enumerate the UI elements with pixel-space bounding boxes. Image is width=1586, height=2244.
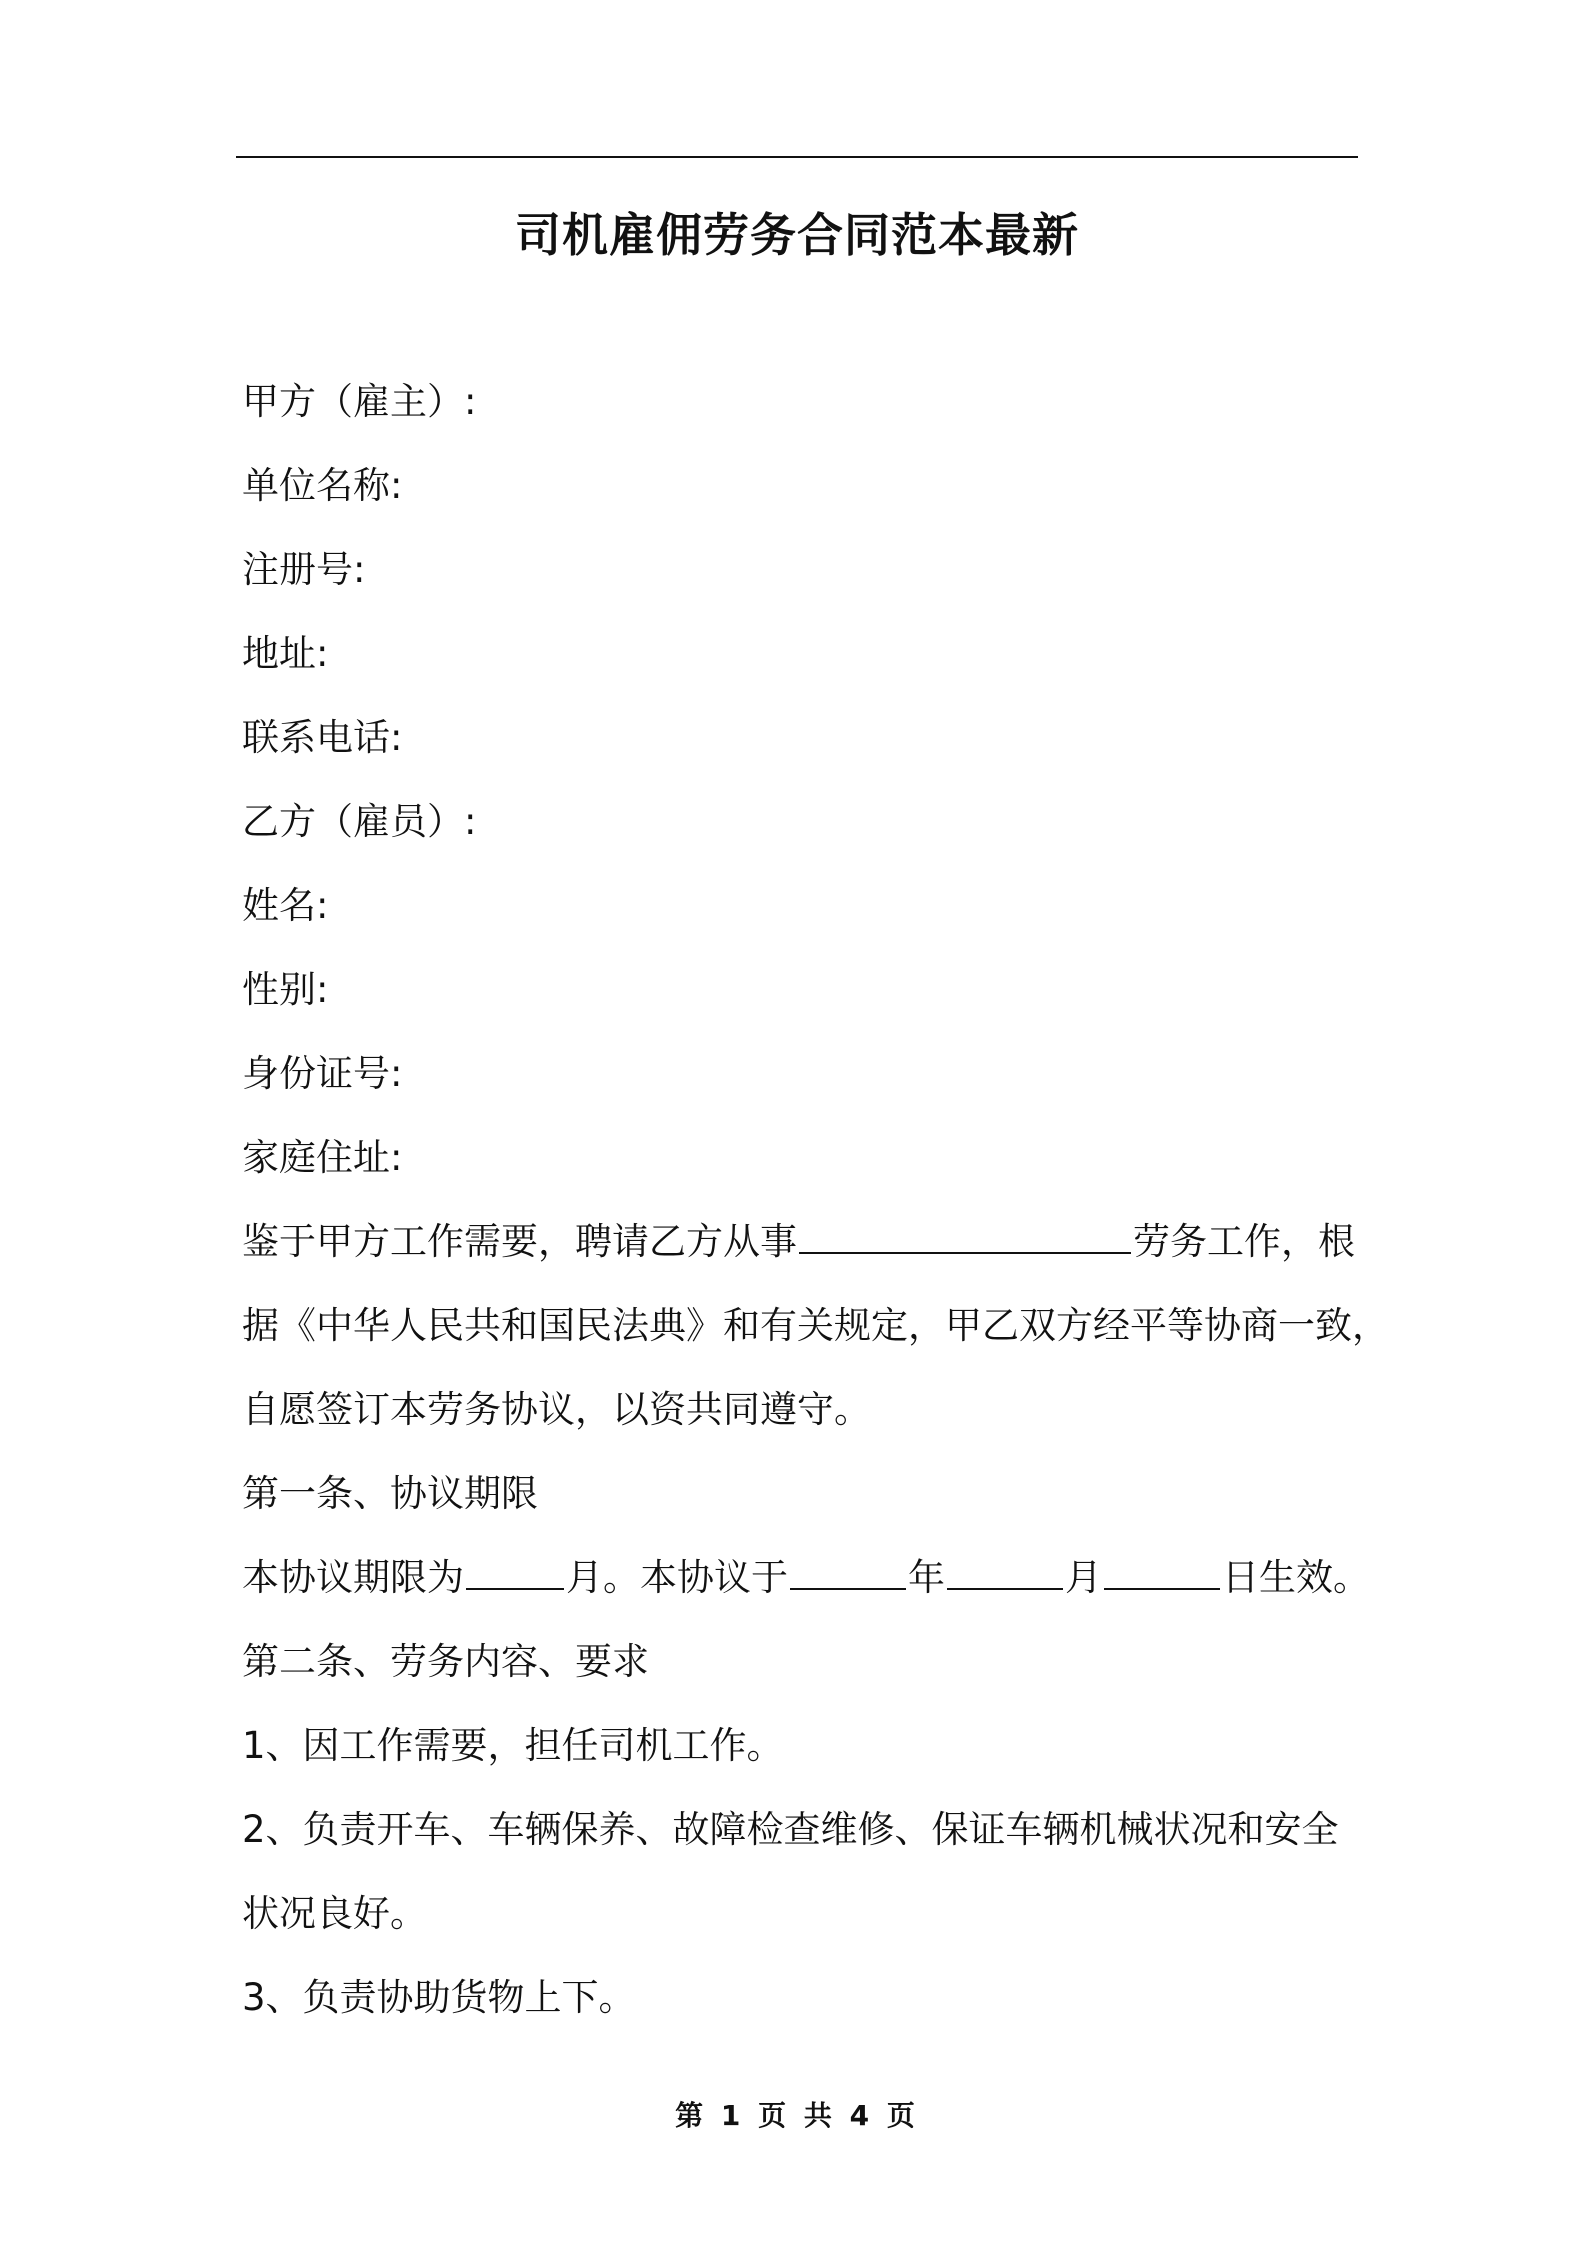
header-rule: [236, 156, 1358, 158]
field-gender: 性别:: [242, 968, 329, 1011]
term-text-4: 月: [1065, 1556, 1102, 1599]
term-text-5: 日生效。: [1222, 1556, 1370, 1599]
preamble-text-1: 鉴于甲方工作需要，聘请乙方从事: [242, 1220, 797, 1263]
article-1-text: [242, 1536, 1370, 1620]
article-2-heading: 第二条、劳务内容、要求: [242, 1640, 649, 1683]
page-footer: 第 1 页 共 4 页: [675, 2099, 919, 2132]
article-2-item-2-line-1: 2、负责开车、车辆保养、故障检查维修、保证车辆机械状况和安全: [242, 1808, 1339, 1851]
term-text-2: 月。本协议于: [566, 1556, 788, 1599]
preamble-line-2: 据《中华人民共和国民法典》和有关规定，甲乙双方经平等协商一致，: [242, 1304, 1389, 1347]
document-title: 司机雇佣劳务合同范本最新: [515, 208, 1079, 262]
term-text-3: 年: [908, 1556, 945, 1599]
article-2-item-1: 1、因工作需要，担任司机工作。: [242, 1724, 784, 1767]
field-phone: 联系电话:: [242, 716, 403, 759]
preamble-text-2: 劳务工作，根: [1133, 1220, 1355, 1263]
field-registration-number: 注册号:: [242, 548, 366, 591]
effective-day-blank: [1104, 1544, 1220, 1590]
article-1-heading: 第一条、协议期限: [242, 1472, 538, 1515]
effective-year-blank: [790, 1544, 906, 1590]
field-party-a: 甲方（雇主）:: [242, 380, 477, 423]
field-party-b: 乙方（雇员）:: [242, 800, 477, 843]
preamble-line-1: [242, 1200, 1358, 1284]
field-name: 姓名:: [242, 884, 329, 927]
field-company-name: 单位名称:: [242, 464, 403, 507]
preamble-line-3: 自愿签订本劳务协议，以资共同遵守。: [242, 1388, 871, 1431]
effective-month-blank: [947, 1544, 1063, 1590]
work-type-blank: [799, 1208, 1131, 1254]
term-text-1: 本协议期限为: [242, 1556, 464, 1599]
document-body: [242, 360, 1389, 2040]
field-address: 地址:: [242, 632, 329, 675]
article-2-item-2-line-2: 状况良好。: [242, 1892, 427, 1935]
field-home-address: 家庭住址:: [242, 1136, 403, 1179]
article-2-item-3: 3、负责协助货物上下。: [242, 1976, 636, 2019]
field-id-number: 身份证号:: [242, 1052, 403, 1095]
term-months-blank: [466, 1544, 564, 1590]
